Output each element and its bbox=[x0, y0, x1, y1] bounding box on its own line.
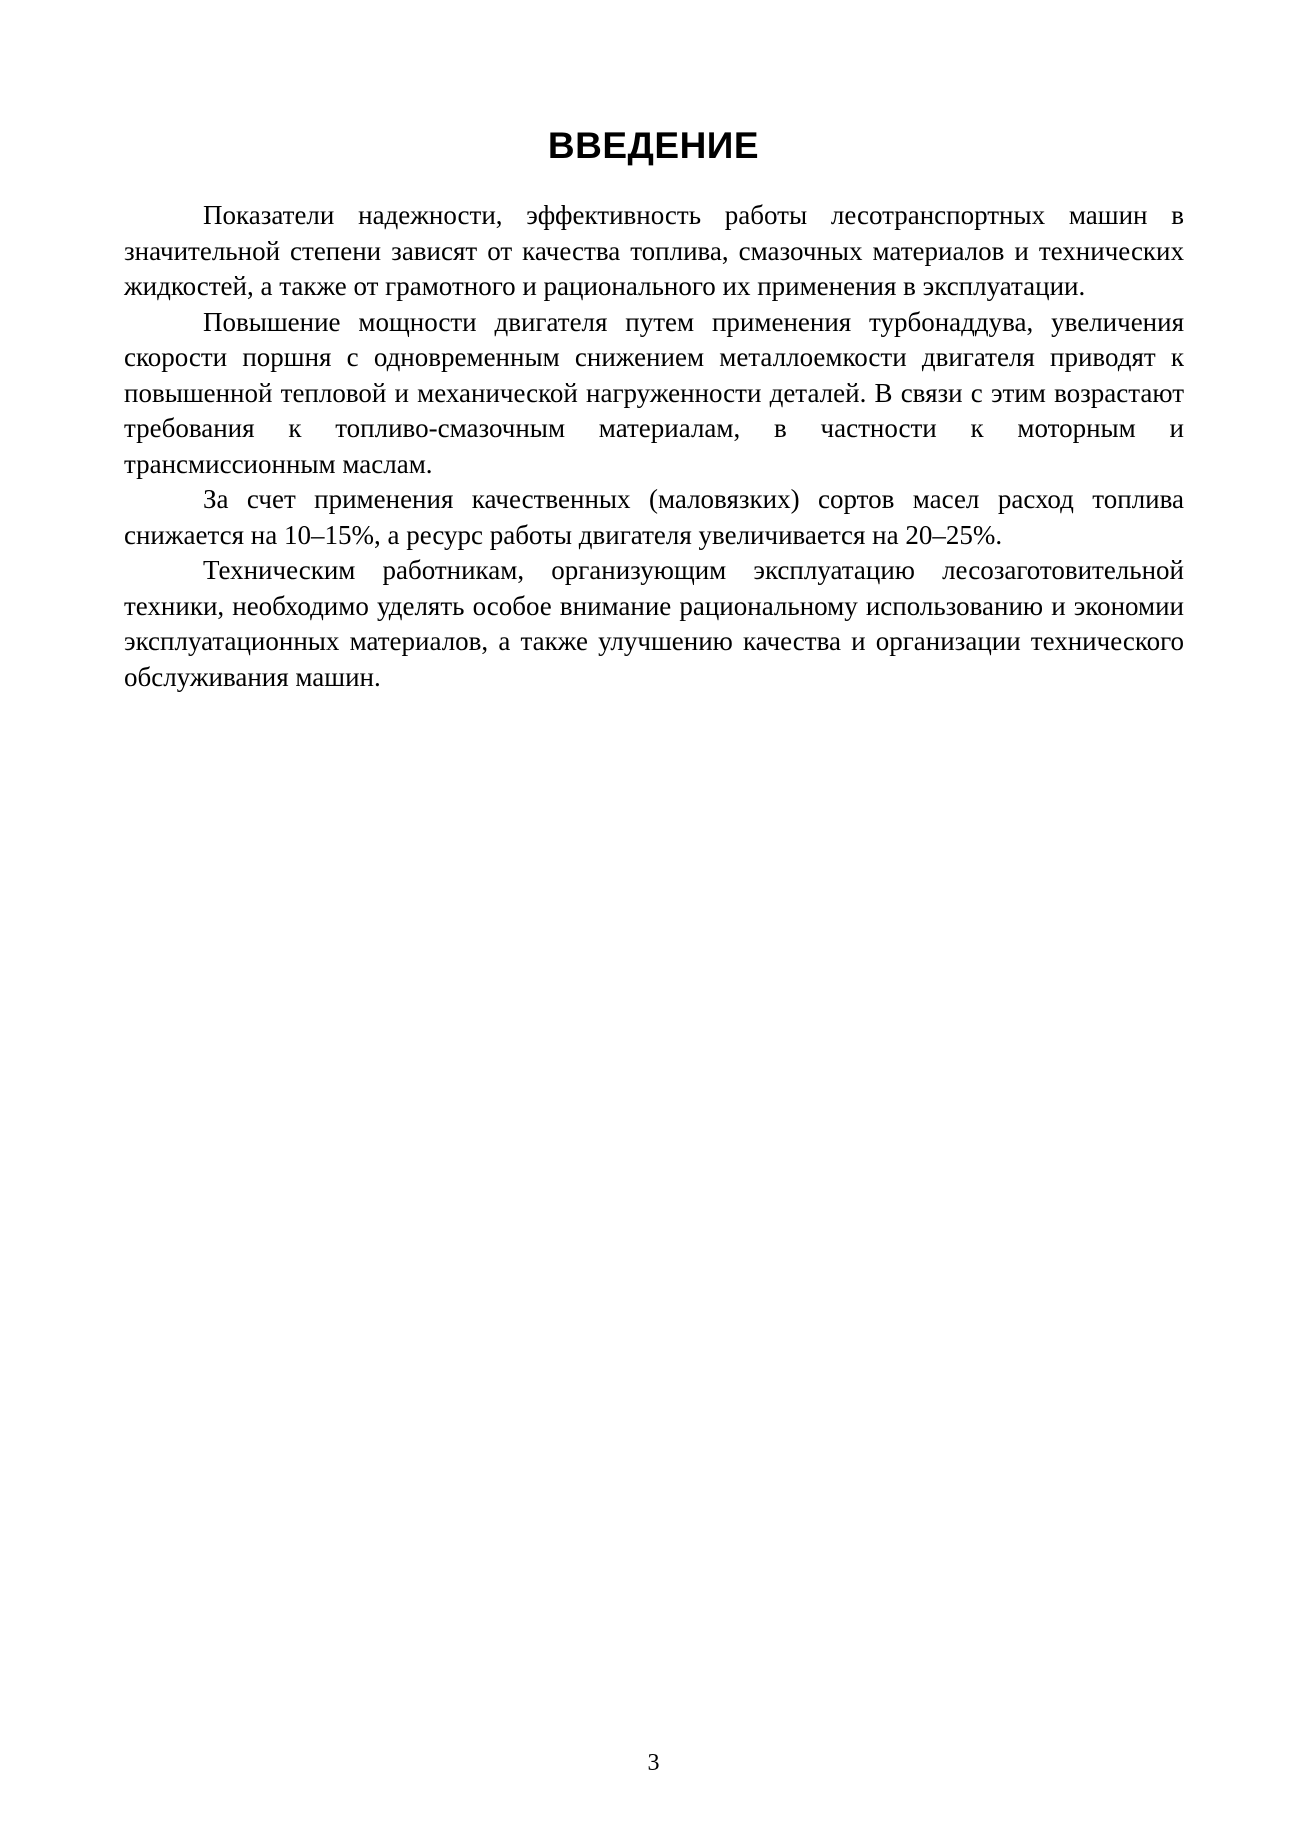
paragraph-oil-savings: За счет применения качественных (маловязких) сортов масел расход топлива снижается на 10–15%, а ресурс работы двигателя увеличивается на 20–25%. bbox=[124, 484, 1184, 550]
page-title: ВВЕДЕНИЕ bbox=[547, 125, 760, 166]
paragraph-engine-power: Повышение мощности двигателя путем применения турбонаддува, увеличения скорости поршня с одновременным снижением металлоемкости двигателя приводят к повышенной тепловой и механической нагруженности деталей. В связи с этим возрастают требования к топливо-смазочным материалам, в частности к моторным и трансмиссионным маслам. bbox=[124, 306, 1184, 479]
body-text bbox=[124, 198, 1184, 695]
page-number: 3 bbox=[647, 1750, 660, 1776]
paragraph-fuel-quality: Показатели надежности, эффективность работы лесотранспортных машин в значительной степени зависят от качества топлива, смазочных материалов и технических жидкостей, а также от грамотного и рационального их применения в эксплуатации. bbox=[124, 200, 1184, 301]
paragraph-technical-staff: Техническим работникам, организующим эксплуатацию лесозаготовительной техники, необходимо уделять особое внимание рациональному использованию и экономии эксплуатационных материалов, а также улучшению качества и организации технического обслуживания машин. bbox=[124, 555, 1184, 692]
